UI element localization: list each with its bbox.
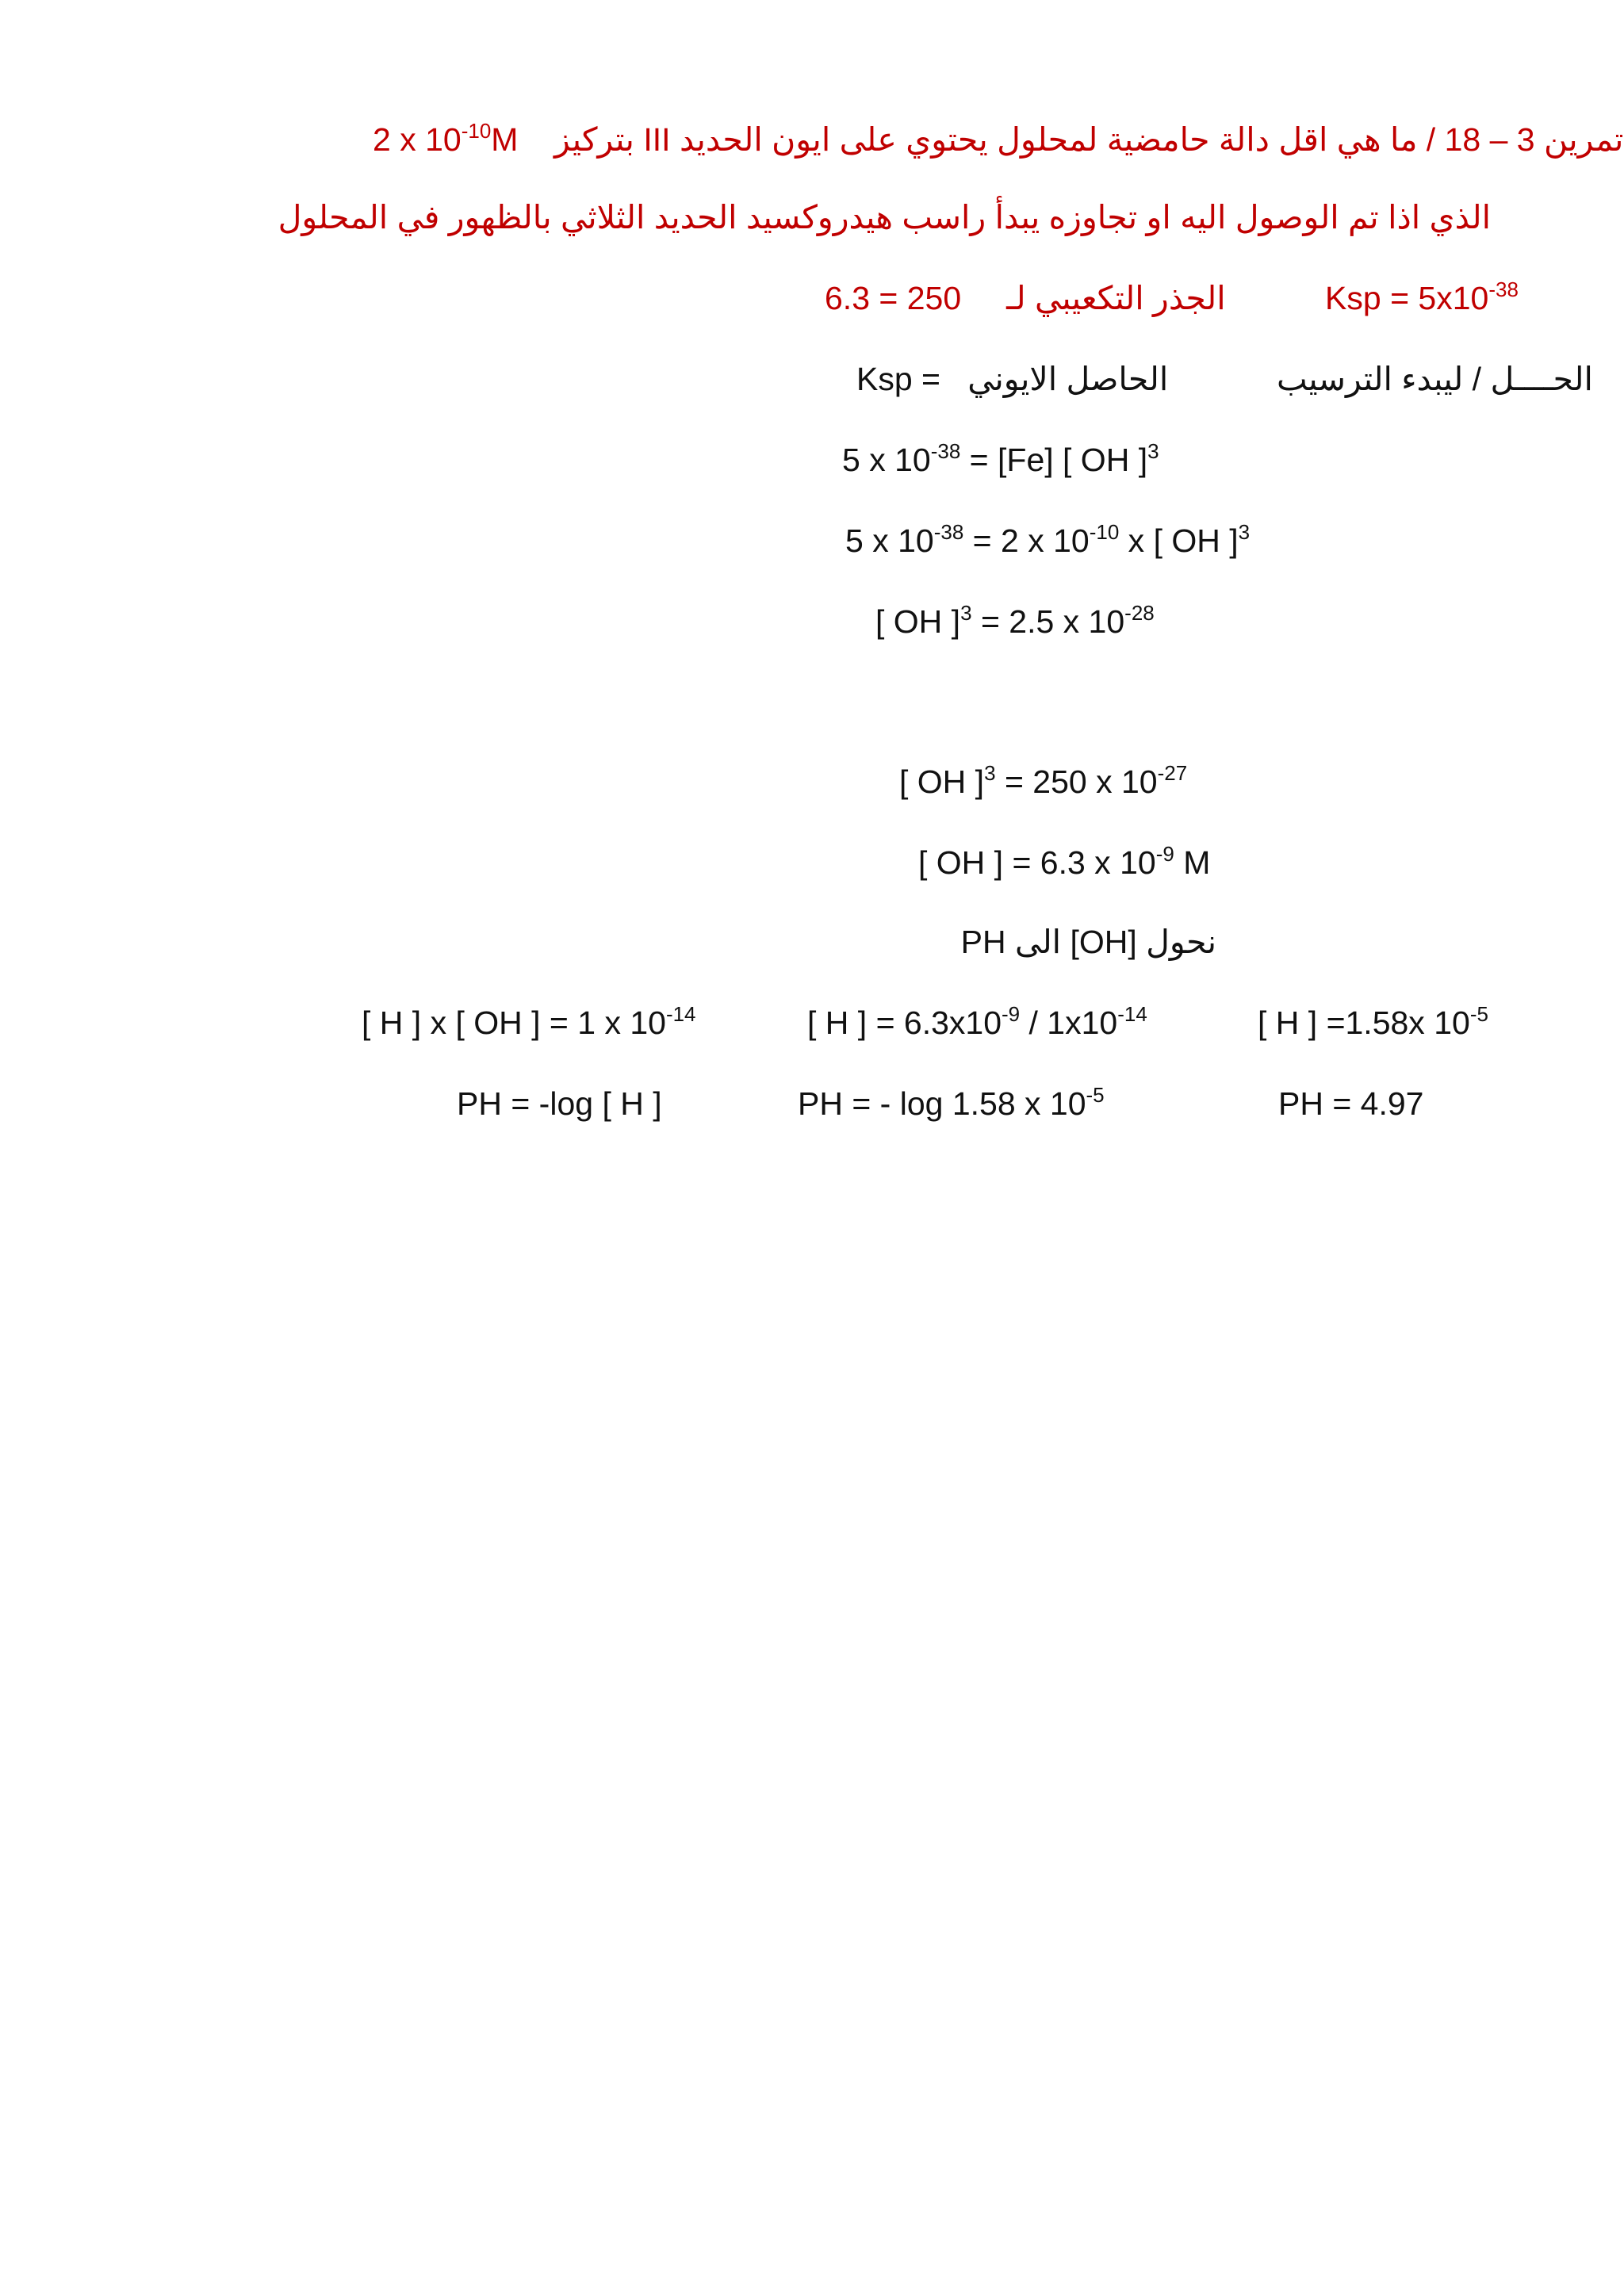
equation-step-5: [ OH ] = 6.3 x $10^{-9}$ M (918, 842, 1211, 881)
problem-line-1 (373, 119, 1624, 158)
solution-heading: الحــــل / ليبدء الترسيب (1276, 361, 1593, 397)
cube-root-label: الجذر التكعيبي لـ (1006, 280, 1226, 316)
solution-heading-line (856, 361, 1593, 397)
concentration-value: 2 x $10^{-10}M$ (373, 119, 519, 158)
h-equation-division: [ H ] = $6.3x10^{-9} / 1x10^{-14}$ (807, 1002, 1147, 1041)
h-equation-result: [ H ] =1.58x $10^{-5}$ (1258, 1002, 1488, 1041)
ph-formula: PH = -log [ H ] (457, 1085, 662, 1122)
ion-product-label: الحاصل الايوني (967, 361, 1169, 397)
convert-oh-to-ph: نحول [OH] الى PH (960, 924, 1216, 960)
equation-step-1: 5 x $10^{-38} = [Fe]$ [ OH ]$^3$ (842, 439, 1159, 478)
cube-root-value: 6.3 = 250 (825, 280, 962, 316)
problem-line-3 (825, 277, 1519, 316)
equation-step-4: [ OH ]$^3$ = 250 x $10^{-27}$ (899, 761, 1188, 800)
equation-step-3: [ OH ]$^3$ = 2.5 x $10^{-28}$ (875, 601, 1155, 640)
ph-result: PH = 4.97 (1278, 1085, 1424, 1122)
problem-line-2: الذي اذا تم الوصول اليه او تجاوزه يبدأ راسب هيدروكسيد الحديد الثلاثي بالظهور في المحلول (278, 199, 1491, 235)
ksp-value: Ksp = $5x10^{-38}$ (1325, 277, 1519, 316)
problem-title: تمرين 3 – 18 / ما هي اقل دالة حامضية لمحلول يحتوي على ايون الحديد III بتركيز (554, 121, 1624, 158)
ksp-equals: Ksp = (856, 361, 940, 397)
equation-step-2: 5 x $10^{-38} = 2$ x $10^{-10}$ x [ OH ]$^3$ (845, 520, 1251, 559)
h-equation-water: [ H ] x [ OH ] = 1 x $10^{-14}$ (362, 1002, 696, 1041)
ph-calculation: PH = - log 1.58 x $10^{-5}$ (798, 1083, 1105, 1122)
